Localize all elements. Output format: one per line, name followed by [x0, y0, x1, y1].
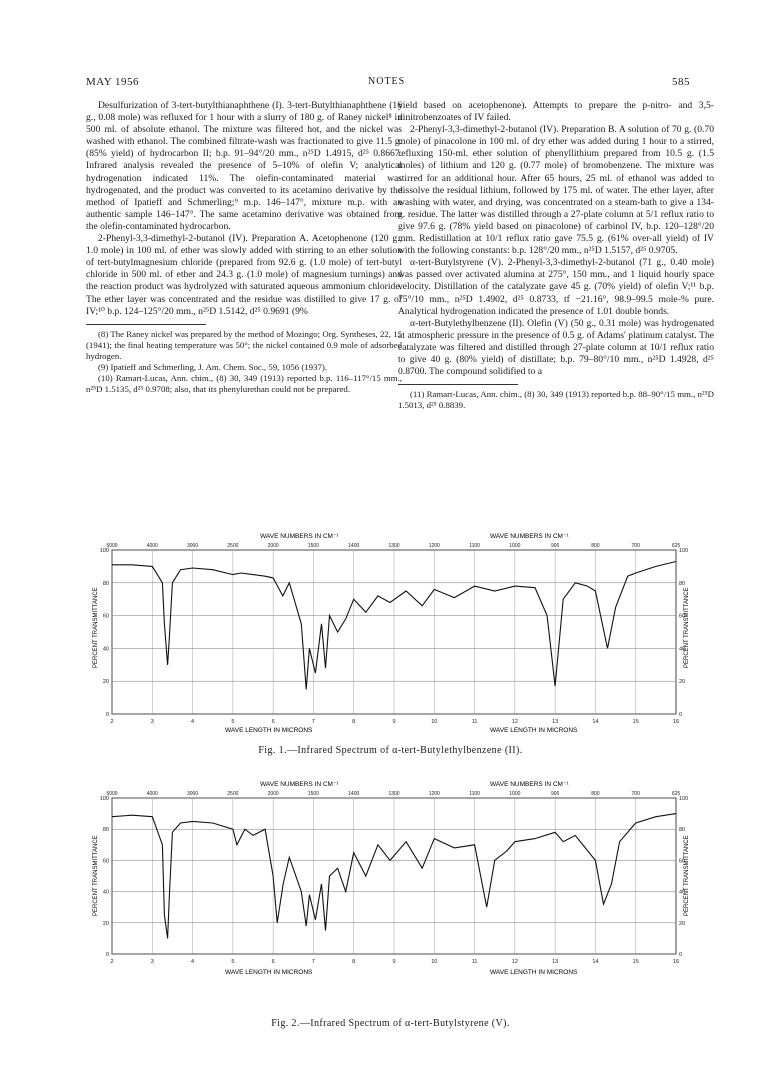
y-tick-label-right: 0	[679, 712, 683, 718]
y-tick-label-right: 20	[679, 920, 686, 927]
y-tick-label: 60	[102, 613, 109, 620]
figure-1-caption: Fig. 1.—Infrared Spectrum of α-tert-Butylethylbenzene (II).	[258, 745, 523, 756]
top-tick-label: 700	[631, 791, 640, 797]
y-tick-label: 100	[99, 796, 109, 802]
y-tick-label: 0	[105, 712, 109, 718]
top-tick-label: 1100	[469, 543, 480, 549]
x-axis-label-right: WAVE LENGTH IN MICRONS	[490, 969, 578, 976]
y-axis-label: PERCENT TRANSMITTANCE	[93, 587, 99, 668]
y-tick-label: 60	[102, 858, 109, 865]
x-tick-label: 6	[271, 959, 275, 965]
top-tick-label: 1000	[509, 791, 521, 797]
top-tick-label: 1400	[348, 791, 360, 797]
ir-spectrum-1	[0, 528, 781, 743]
x-tick-label: 7	[311, 959, 315, 965]
y-tick-label: 100	[99, 548, 109, 554]
x-tick-label: 15	[632, 959, 639, 965]
top-tick-label: 1300	[388, 791, 400, 797]
x-tick-label: 8	[352, 719, 356, 725]
x-tick-label: 12	[511, 719, 518, 725]
paragraph: 2-Phenyl-3,3-dimethyl-2-butanol (IV). Preparation B. A solution of 70 g. (0.70 mole) of pinacolone in 100 ml. of dry ether was added during 1 hour to a stirred, refluxing 150-ml. ether solution of phenyllithium prepared from 10.5 g. (1.5 moles) of lithium and 120 g. (0.77 mole) of bromobenzene. The mixture was stirred for an additional hour. After 65 hours, 25 ml. of ethanol was added to dissolve the residual lithium, followed by 175 ml. of water. The ether layer, after washing with water, and drying, was concentrated on a steam-bath to give a 134-g. residue. The latter was distilled through a 27-plate column at 5/1 reflux ratio to give 97.6 g. (78% yield based on pinacolone) of carbinol IV, b.p. 120–128°/20 mm. Redistillation at 10/1 reflux ratio gave 75.5 g. (61% over-all yield) of IV with the following constants: b.p. 128°/20 mm., n²⁵D 1.5157, d²⁵ 0.9705.	[398, 124, 714, 257]
x-tick-label: 5	[231, 719, 235, 725]
x-tick-label: 4	[191, 719, 195, 725]
x-axis-label-right: WAVE LENGTH IN MICRONS	[490, 727, 578, 734]
x-tick-label: 10	[431, 959, 438, 965]
footnote: (11) Ramart-Lucas, Ann. chim., (8) 30, 349 (1913) reported b.p. 88–90°/15 mm., n²⁵D 1.5013, d²⁵ 0.8839.	[398, 389, 714, 411]
x-axis-label: WAVE LENGTH IN MICRONS	[225, 969, 313, 976]
footnote: (8) The Raney nickel was prepared by the method of Mozingo; Org. Syntheses, 22, 15 (1941); the final heating temperature was 50°; the nickel contained 0.9 mole of adsorbed hydrogen.	[86, 328, 402, 361]
top-tick-label: 1000	[509, 543, 521, 549]
top-tick-label: 1500	[307, 791, 319, 797]
top-tick-label: 900	[550, 791, 560, 797]
y-tick-label: 40	[102, 889, 109, 896]
top-tick-label: 625	[671, 543, 681, 549]
top-tick-label: 5000	[106, 543, 118, 549]
top-axis-label-right: WAVE NUMBERS IN CM⁻¹	[490, 533, 569, 540]
right-column	[398, 100, 714, 411]
y-tick-label-right: 0	[679, 952, 683, 958]
top-tick-label: 4000	[146, 791, 158, 797]
x-tick-label: 14	[592, 959, 599, 965]
top-tick-label: 4000	[146, 543, 158, 549]
x-tick-label: 14	[592, 719, 599, 725]
y-tick-label: 40	[102, 646, 109, 653]
paragraph: yield based on acetophenone). Attempts to prepare the p-nitro- and 3,5-dinitrobenzoates of IV failed.	[398, 100, 714, 124]
x-tick-label: 11	[471, 959, 478, 965]
running-head-section: NOTES	[368, 76, 406, 87]
top-tick-label: 3000	[187, 791, 199, 797]
top-tick-label: 2500	[227, 543, 239, 549]
y-axis-label: PERCENT TRANSMITTANCE	[93, 835, 99, 916]
y-tick-label-right: 40	[679, 889, 686, 896]
y-tick-label-right: 80	[679, 580, 686, 587]
top-tick-label: 3000	[187, 543, 199, 549]
y-tick-label-right: 100	[679, 796, 689, 802]
x-tick-label: 8	[352, 959, 356, 965]
left-column	[86, 100, 402, 395]
y-tick-label: 80	[102, 827, 109, 834]
top-tick-label: 5000	[106, 791, 118, 797]
y-tick-label-right: 100	[679, 548, 689, 554]
footnote: (9) Ipatieff and Schmerling, J. Am. Chem. Soc., 59, 1056 (1937).	[98, 361, 328, 372]
y-tick-label: 20	[102, 920, 109, 927]
y-tick-label-right: 80	[679, 827, 686, 834]
top-tick-label: 1400	[348, 543, 360, 549]
x-tick-label: 13	[552, 959, 559, 965]
y-tick-label-right: 40	[679, 646, 686, 653]
page-number: 585	[672, 76, 690, 88]
y-tick-label-right: 20	[679, 679, 686, 686]
top-tick-label: 1100	[469, 791, 480, 797]
x-axis-label: WAVE LENGTH IN MICRONS	[225, 727, 313, 734]
x-tick-label: 9	[392, 719, 396, 725]
x-tick-label: 2	[110, 719, 114, 725]
top-tick-label: 1500	[307, 543, 319, 549]
x-tick-label: 3	[150, 959, 154, 965]
x-tick-label: 13	[552, 719, 559, 725]
running-head-date: MAY 1956	[86, 76, 140, 88]
paragraph: α-tert-Butylethylbenzene (II). Olefin (V) (50 g., 0.31 mole) was hydrogenated at atmospheric pressure in the presence of 0.5 g. of Adams' platinum catalyst. The catalyzate was filtered and distilled through 27-plate column at 10/1 reflux ratio to give 40 g. (80% yield) of distillate; b.p. 79–80°/10 mm., n²⁵D 1.4928, d²⁵ 0.8700. The compound solidified to a	[398, 317, 714, 378]
top-tick-label: 800	[591, 791, 600, 797]
y-tick-label: 80	[102, 580, 109, 587]
x-tick-label: 6	[271, 719, 275, 725]
ir-spectrum-2	[0, 776, 781, 991]
x-tick-label: 16	[672, 959, 680, 965]
y-tick-label-right: 60	[679, 858, 686, 865]
x-tick-label: 5	[231, 959, 235, 965]
top-axis-label-right: WAVE NUMBERS IN CM⁻¹	[490, 781, 569, 788]
figure-1	[0, 528, 781, 756]
figure-2	[0, 776, 781, 1002]
y-axis-label-right: PERCENT TRANSMITTANCE	[684, 835, 690, 916]
x-tick-label: 12	[511, 959, 518, 965]
paragraph: Desulfurization of 3-tert-butylthianaphthene (I). 3-tert-Butylthianaphthene (16 g., 0.08 mole) was refluxed for 1 hour with a slurry of 180 g. of Raney nickel⁸ in 500 ml. of absolute ethanol. The mixture was filtered hot, and the nickel was washed with ethanol. The combined filtrate-wash was fractionated to give 11.5 g. (85% yield) of hydrocarbon II; b.p. 91–94°/20 mm., n²⁵D 1.4915, d²⁵ 0.8667. Infrared analysis revealed the presence of 5–10% of olefin V; analytical hydrogenation indicated 11%. The olefin-contaminated material was hydrogenated, and the product was converted to its acetamino derivative by the method of Ipatieff and Schmerling;⁹ m.p. 146–147°, mixture m.p. with an authentic sample 146–147°. The same acetamino derivative was obtained from the olefin-contaminated hydrocarbon.	[86, 100, 402, 232]
paragraph: α-tert-Butylstyrene (V). 2-Phenyl-3,3-dimethyl-2-butanol (71 g., 0.40 mole) was passed over activated alumina at 275°, 150 mm., and 1 liquid hourly space velocity. Distillation of the catalyzate gave 45 g. (70% yield) of olefin V;¹¹ b.p. 75°/10 mm., n²⁵D 1.4902, d²⁵ 0.8733, tf −21.16°, 98.9–99.5 mole-% pure. Analytical hydrogenation indicated the presence of 1.01 double bonds.	[398, 257, 714, 317]
x-tick-label: 7	[311, 719, 315, 725]
top-tick-label: 2500	[227, 791, 239, 797]
top-tick-label: 1300	[388, 543, 400, 549]
x-tick-label: 2	[110, 959, 114, 965]
top-tick-label: 800	[591, 543, 600, 549]
x-tick-label: 4	[191, 959, 195, 965]
y-axis-label-right: PERCENT TRANSMITTANCE	[684, 587, 690, 668]
figure-2-caption: Fig. 2.—Infrared Spectrum of α-tert-Butylstyrene (V).	[271, 1018, 510, 1029]
footnote: (10) Ramart-Lucas, Ann. chim., (8) 30, 349 (1913) reported b.p. 116–117°/15 mm., n²⁵D 1.5135, d²⁵ 0.9708; also, that its phenylurethan could not be prepared.	[86, 372, 402, 394]
paragraph: 2-Phenyl-3,3-dimethyl-2-butanol (IV). Preparation A. Acetophenone (120 g., 1.0 mole) in 100 ml. of ether was slowly added with stirring to an ether solution of tert-butylmagnesium chloride (prepared from 92.6 g. (1.0 mole) of tert-butyl chloride in 500 ml. of ether and 24.3 g. (1.0 mole) of magnesium turnings) and the reaction product was hydrolyzed with saturated aqueous ammonium chloride. The ether layer was concentrated and the residue was distilled to give 17 g. of IV;¹⁰ b.p. 124–125°/20 mm., n²⁵D 1.5142, d²⁵ 0.9691 (9%	[86, 233, 402, 317]
x-tick-label: 11	[471, 719, 478, 725]
top-tick-label: 1200	[428, 791, 440, 797]
top-tick-label: 900	[550, 543, 560, 549]
footnote-rule	[86, 324, 206, 325]
x-tick-label: 15	[632, 719, 639, 725]
x-tick-label: 16	[672, 719, 680, 725]
top-axis-label: WAVE NUMBERS IN CM⁻¹	[260, 533, 339, 540]
x-tick-label: 10	[431, 719, 438, 725]
top-tick-label: 625	[671, 791, 681, 797]
x-tick-label: 3	[150, 719, 154, 725]
top-axis-label: WAVE NUMBERS IN CM⁻¹	[260, 781, 339, 788]
footnote-rule	[398, 384, 518, 385]
y-tick-label: 20	[102, 679, 109, 686]
top-tick-label: 2000	[267, 791, 279, 797]
x-tick-label: 9	[392, 959, 396, 965]
y-tick-label-right: 60	[679, 613, 686, 620]
top-tick-label: 1200	[428, 543, 440, 549]
top-tick-label: 700	[631, 543, 640, 549]
y-tick-label: 0	[105, 952, 109, 958]
top-tick-label: 2000	[267, 543, 279, 549]
